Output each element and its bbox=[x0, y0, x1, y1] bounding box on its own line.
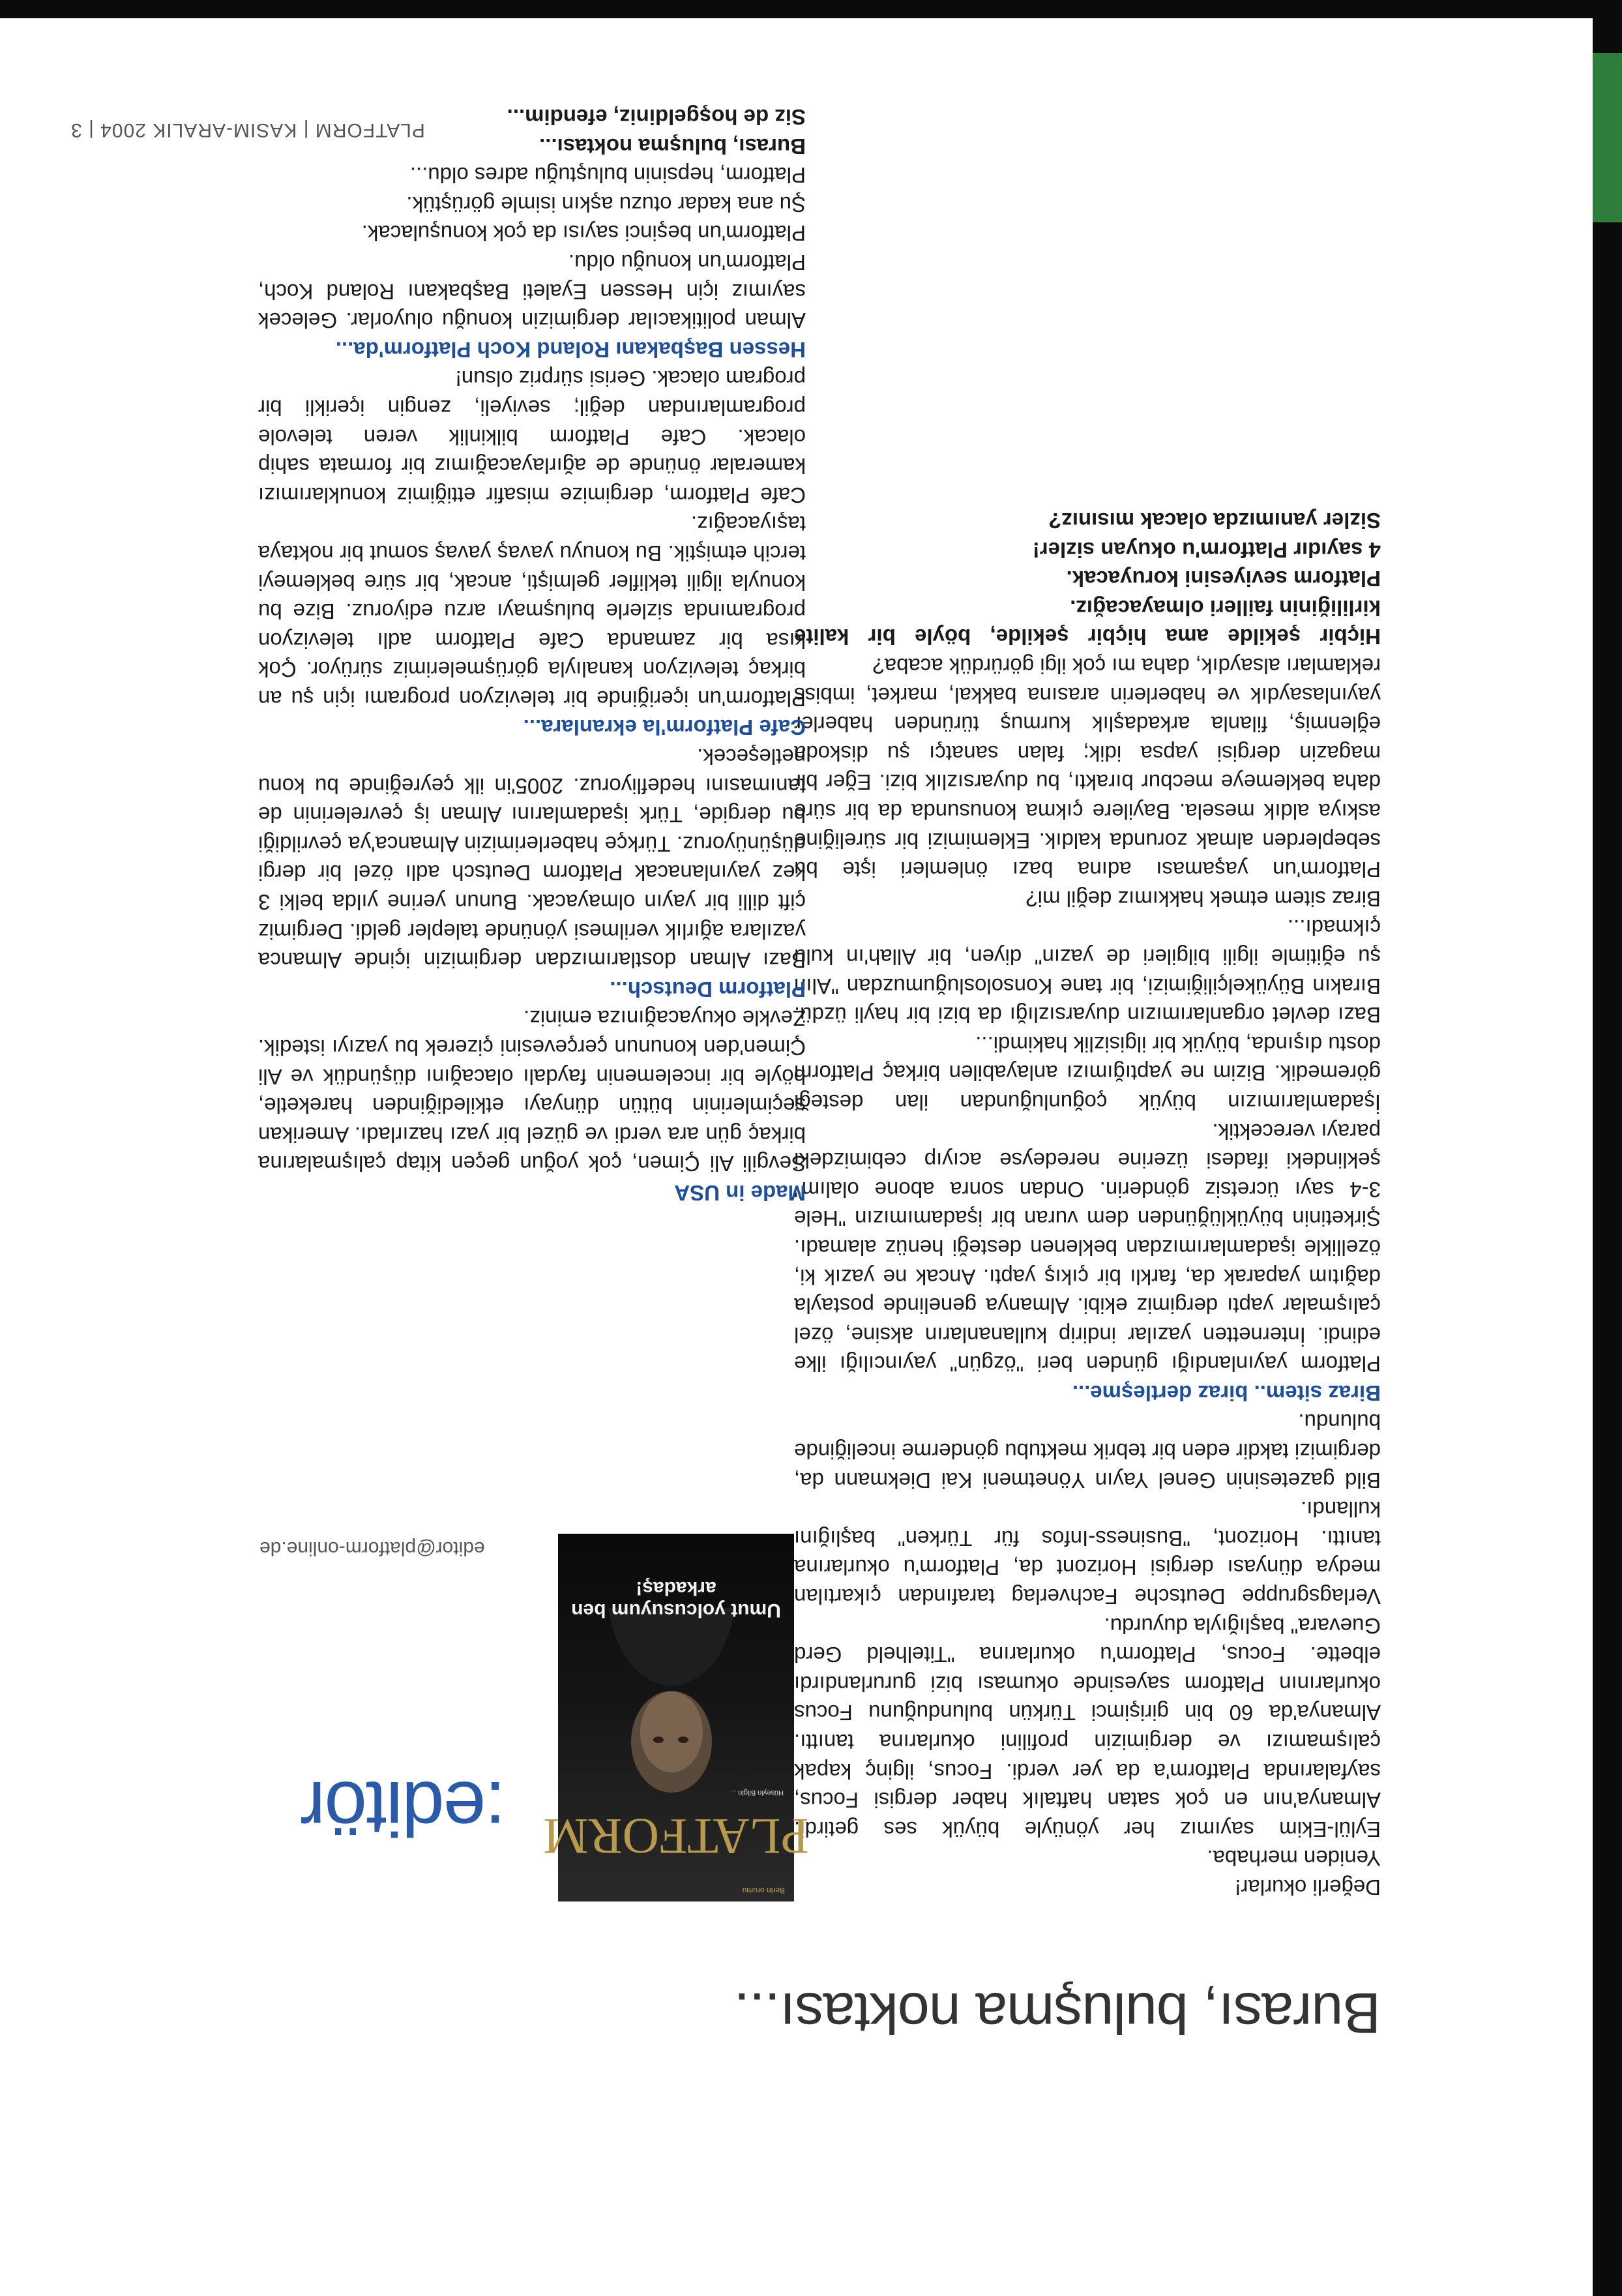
paragraph-question: Sizler yanımızda olacak mısınız? bbox=[1048, 509, 1381, 533]
subheading-sitem: Biraz sitem.. biraz dertleşme... bbox=[1072, 1380, 1381, 1405]
subheading-made-in-usa: Made in USA bbox=[674, 1181, 806, 1205]
footer-page-number: 3 bbox=[70, 119, 82, 141]
paragraph-bild: Bild gazetesinin Genel Yayın Yönetmeni Kai Diekmann da, dergimizi takdir eden bir tebrik mektubu gönderme inceliğinde bulundu. bbox=[794, 1410, 1381, 1493]
paragraph-otuz-isim: Şu ana kadar otuzu aşkın isimle görüştük. bbox=[406, 192, 806, 216]
page-edge-tab bbox=[1593, 53, 1622, 222]
editorial-column-right bbox=[258, 102, 806, 1207]
page-footer bbox=[70, 119, 462, 141]
subheading-roland-koch: Hessen Başbakanı Roland Koch Platform'da... bbox=[335, 337, 806, 362]
paragraph-besinci-sayi: Platform'un beşinci sayısı da çok konuşulacak. bbox=[361, 221, 806, 246]
cover-caption: Umut yolcusuyum ben arkadaş! bbox=[571, 1577, 781, 1621]
footer-magazine: PLATFORM bbox=[314, 119, 425, 141]
paragraph-okurlar: 4 sayıdır Platform'u okuyan sizler! bbox=[1032, 537, 1381, 562]
cover-small-text: Hüseyin Bilgin ... bbox=[730, 1789, 784, 1797]
footer-separator: | bbox=[297, 119, 309, 141]
subheading-platform-deutsch: Platform Deutsch... bbox=[610, 977, 806, 1002]
footer-separator: | bbox=[81, 119, 94, 141]
cover-title-text: PLATFORM bbox=[543, 1808, 809, 1865]
paragraph-cafe-format: Cafe Platform, dergimize misafir ettiğimiz konuklarımızı kameralar önünde de ağırlayacağımız bir formata sahip olacak. Cafe Platform bilkinlik veren televole programlarından değil; seviyeli, zengin içerikli bir program olacak. Gerisi sürpriz olsun! bbox=[258, 366, 806, 507]
paragraph-deutsch: Bazı Alman dostlarımızdan dergimizin içinde Almanca yazılara ağırlık verilmesi yönünde talepler geldi. Dergimiz çift dilli bir yayın olmayacak. Bunun yerine yılda belki 3 kez yayınlanacak Platform Deutsch adlı özel bir dergi düşünüyoruz. Türkçe haberlerimizin Almanca'ya çevrildiği bu dergide, Türk işadamlarını Alman iş çevrelerinin de tanımasını hedefliyoruz. 2005'in ilk çeyreğinde bu konu netleşecek. bbox=[258, 745, 806, 973]
subheading-cafe-platform: Cafe Platform'la ekranlara... bbox=[523, 715, 806, 740]
footer-issue: KASIM-ARALIK 2004 bbox=[100, 119, 297, 141]
cover-title bbox=[543, 1800, 809, 1891]
paragraph-tv-program: Platform'un içeriğinde bir televizyon programı için şu an birkaç televizyon kanalıyla görüşmelerimiz sürüyor. Çok kısa bir zamanda Cafe Platform adlı televizyon programında sizlerle buluşmayı arzu ediyoruz. Bize bu konuyla ilgili teklifler gelmişti, ancak, bir süre beklemeyi tercih etmiştik. Bu konuyu yavaş yavaş somut bir noktaya taşıyacağız. bbox=[258, 512, 806, 711]
paragraph-seviye: Platform seviyesini koruyacak. bbox=[1066, 567, 1381, 591]
editor-label: :editör bbox=[301, 1765, 506, 1851]
cover-top-text: Berin orumu bbox=[742, 1886, 785, 1895]
magazine-cover-image bbox=[543, 1534, 809, 1901]
scan-edge-left bbox=[1593, 0, 1622, 2296]
paragraph-kalite: Hiçbir şekilde ama hiçbir şekilde, böyle bir kalite kirliliğinin failleri olmayacağız. bbox=[794, 595, 1381, 649]
paragraph-yayincilik: Platform yayınlandığı günden beri "özgün" yayıncılığı ilke edindi. İnternetten yazılar indirip kullananların aksine, özel çalışmalar yaptı dergimiz ekibi. Almanya genelinde postayla dağıtım yaparak da, farklı bir çıkış yaptı. Ancak ne yazık ki, özellikle işadamlarımızdan beklenen desteği henüz alamadı. Şirketinin büyüklüğünden dem vuran bir işadamımızın "Hele 3-4 sayı ücretsiz gönderin. Ondan sonra abone olalım" şeklindeki ifadesi üzerine neredeyse acıyıp cebimizdeki parayı verecektik. bbox=[794, 1119, 1381, 1377]
greeting: Yeniden merhaba. bbox=[1207, 1846, 1381, 1871]
paragraph-sitem-question: Biraz sitem etmek hakkımız değil mi? bbox=[1025, 886, 1381, 911]
paragraph-onlemler: Platform'un yaşaması adına bazı önlemleri işte bu sebeplerden almak zorunda kaldık. Eklemimizi bir süreliğine askıya aldık mesela. Bayilere çıkma konusunda da bir süre daha beklemeye mecbur bıraktı, bu duyarsızlık bizi. Eğer bir magazin dergisi yapsa idik; falan sanatçı şu diskoda eğlenmiş, filanla arkadaşlık kurmuş türünden haberler yayınlasaydık ve haberlerin arasına bakkal, market, imbiss reklamları alsaydık, daha mı çok ilgi görürdük acaba? bbox=[794, 654, 1381, 882]
cover-portrait bbox=[598, 1608, 748, 1804]
editorial-column-left bbox=[794, 506, 1381, 1902]
scan-edge-bottom bbox=[0, 0, 1622, 18]
paragraph-adres: Platform, hepsinin buluştuğu adres oldu... bbox=[409, 163, 806, 188]
editor-email[interactable]: editor@platform-online.de bbox=[259, 1538, 485, 1559]
paragraph-politikacilar: Alman politikacılar dergimizin konuğu oluyorlar. Gelecek sayımız için Hessen Eyaleti Başbakanı Roland Koch, Platform'un konuğu oldu. bbox=[258, 250, 806, 333]
paragraph-ali-cimen: Sevgili Ali Çimen, çok yoğun geçen kitap çalışmalarına birkaç gün ara verdi ve güzel bir yazı hazırladı. Amerikan seçimlerinin bütün dünyayı etkilediğinden hareketle, böyle bir incelemenin faydalı olacağını düşündük ve Ali Çimen'den konunun çerçevesini çizerek bu yazıyı istedik. Zevkle okuyacağınıza eminiz. bbox=[258, 1006, 806, 1176]
cover-title-graphic bbox=[543, 1800, 809, 1891]
paragraph-hosgeldiniz: Siz de hoşgeldiniz, efendim... bbox=[507, 105, 806, 130]
paragraph-focus: Eylül-Ekim sayımız her yönüyle büyük ses getirdi. Almanya'nın en çok satan haftalık haber dergisi Focus, sayfalarında Platform'a da yer verdi. Focus, ilginç kapak çalışmamızı ve dergimizin profilini okurlarına tanıttı. Almanya'da 60 bin girişimci Türkün bulunduğunu Focus okurlarının Platform sayesinde okuması bizi gururlandırdı elbette. Focus, Platform'u okurlarına "Titelheld Gerd Guevara" başlığıyla duyurdu. bbox=[794, 1613, 1381, 1841]
paragraph-devlet: Bazı devlet organlarımızın duyarsızlığı da bizi bir hayli üzdü. Bırakın Büyükelçiliğimizi, bir tane Konsolosluğumuzdan "Alın şu eğitimle ilgili bilgileri de yazın" diyen, bir Allah'ın kulu çıkmadı... bbox=[794, 916, 1381, 1028]
paragraph-horizont: Verlagsgruppe Deutsche Fachverlag tarafından çıkartılan medya dünyası dergisi Horizont da, Platform'u okurlarına tanıttı. Horizont, "Business-Infos für Türken" başlığını kullandı. bbox=[794, 1497, 1381, 1609]
salutation: Değerli okurlar! bbox=[1235, 1875, 1381, 1900]
page-headline: Burası, buluşma noktası... bbox=[734, 1981, 1381, 2046]
paragraph-ilan: İşadamlarımızın büyük çoğunluğundan ilan desteği göremedik. Bizim ne yaptığımızı anlayabilen birkaç Platform dostu dışında, büyük bir ilgisizlik hakimdi... bbox=[794, 1032, 1381, 1114]
paragraph-bulusma: Burası, buluşma noktası... bbox=[539, 134, 806, 158]
